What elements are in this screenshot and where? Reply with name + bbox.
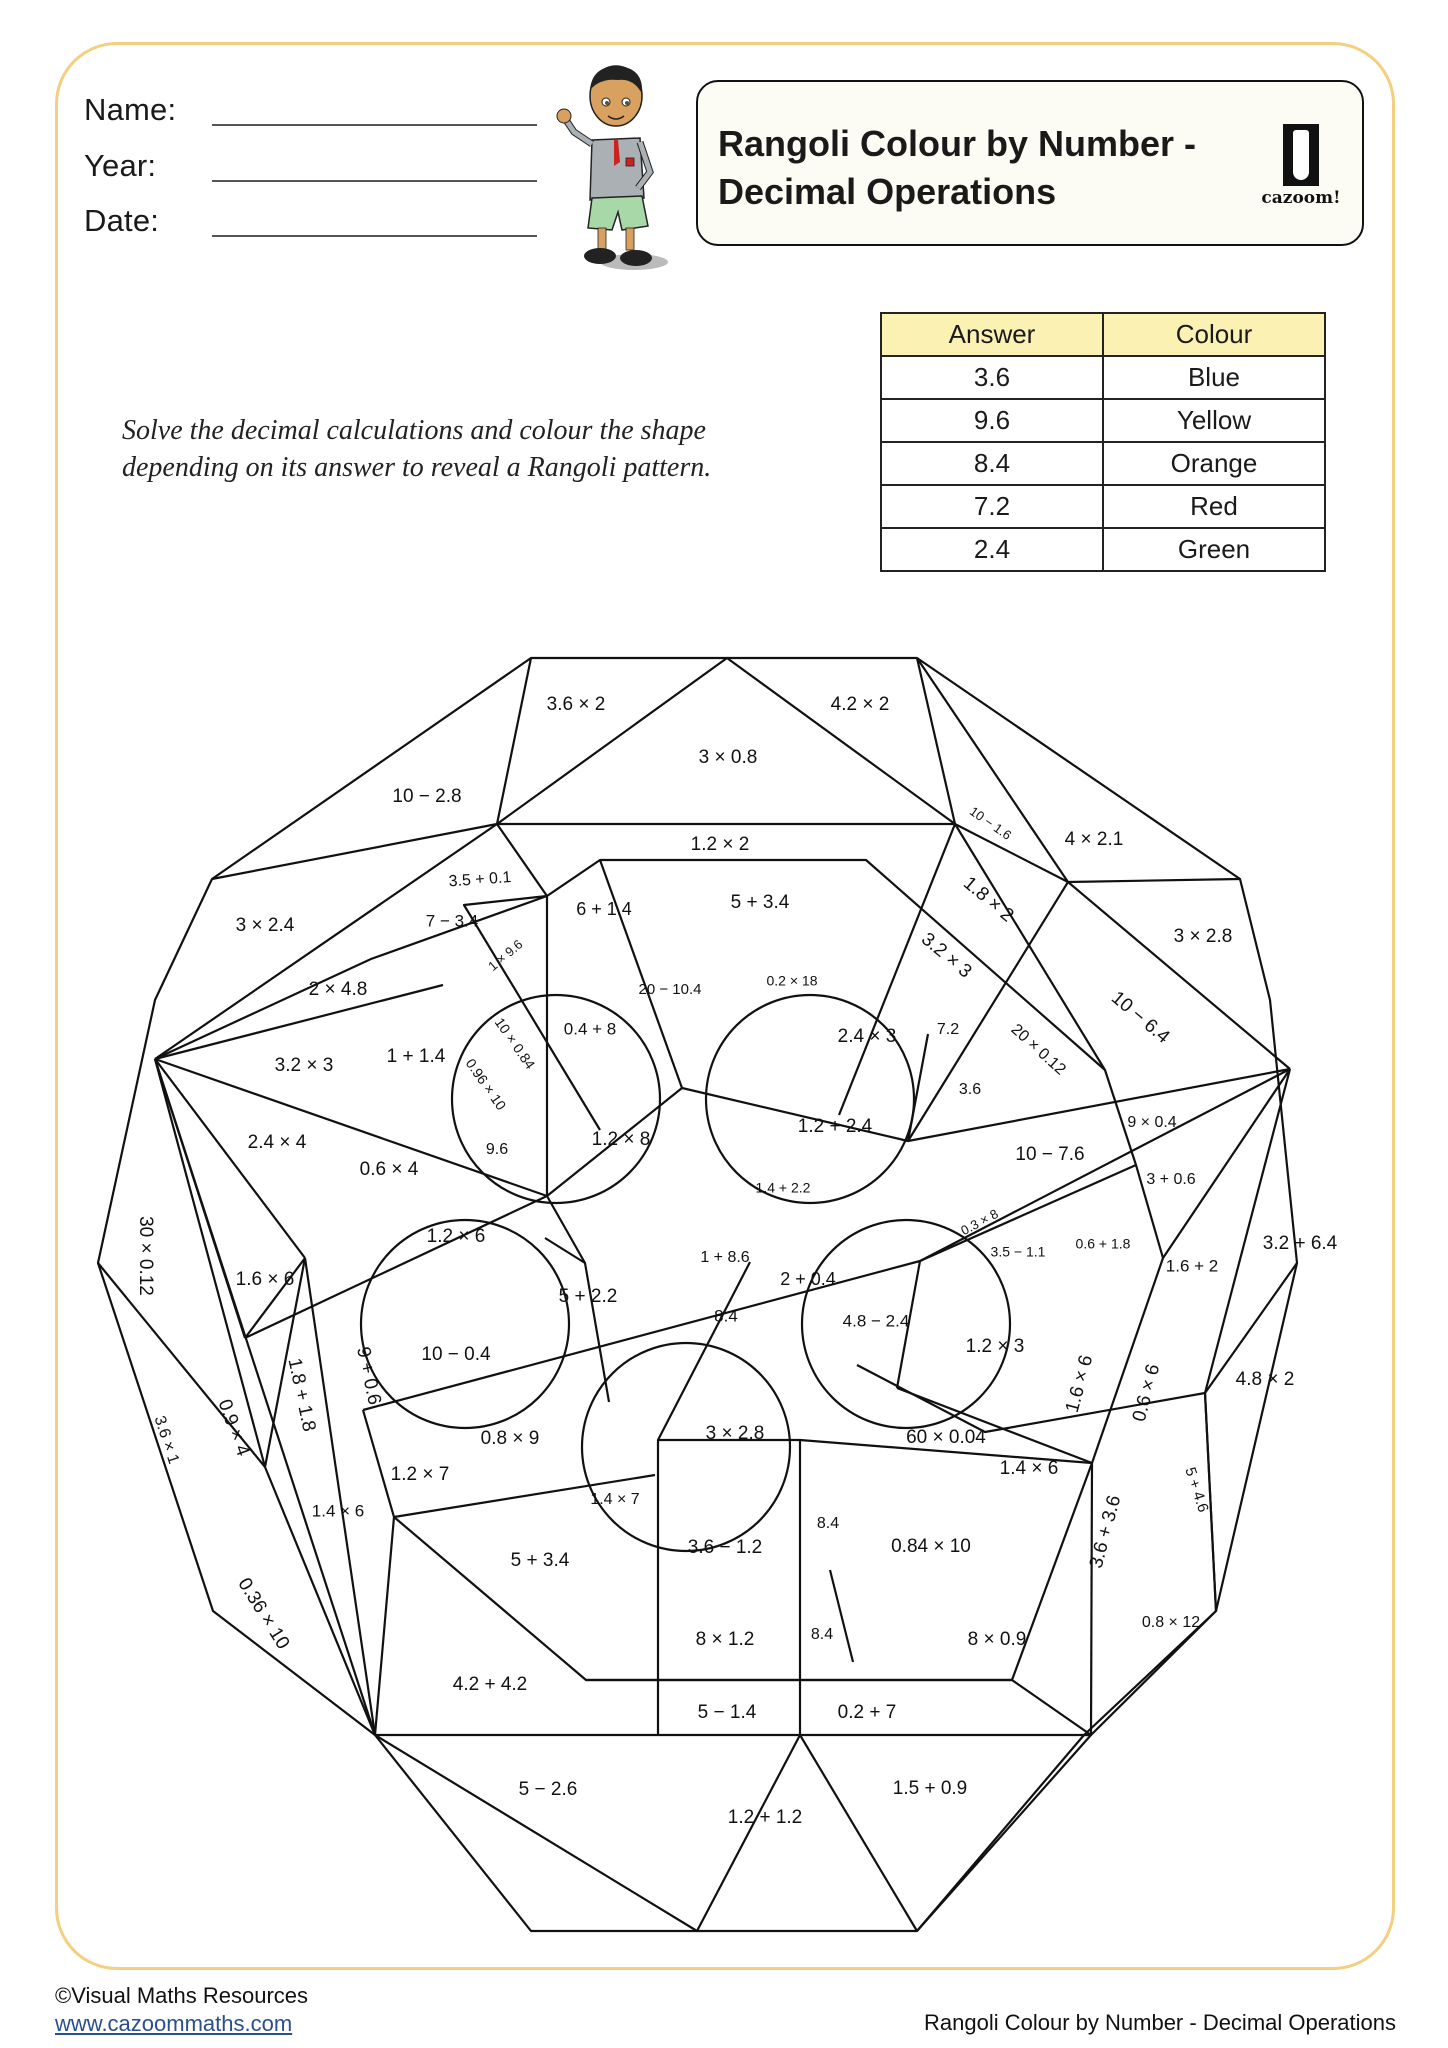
key-colour: Green — [1103, 528, 1325, 571]
region-calculation-label: 0.6 × 6 — [1128, 1361, 1165, 1424]
name-label: Name: — [84, 92, 177, 127]
region-calculation-label: 5 + 3.4 — [510, 1550, 570, 1572]
region-calculation-label: 0.8 × 9 — [480, 1428, 540, 1450]
region-calculation-label: 10 − 7.6 — [1015, 1144, 1085, 1166]
key-answer: 7.2 — [881, 485, 1103, 528]
region-calculation-label: 3.6 — [958, 1081, 982, 1099]
region-calculation-label: 1.4 × 6 — [999, 1458, 1059, 1480]
region-calculation-label: 0.4 + 8 — [563, 1019, 617, 1039]
region-calculation-label: 3 × 2.8 — [705, 1423, 765, 1445]
region-calculation-label: 1.2 + 1.2 — [727, 1807, 803, 1829]
region-calculation-label: 4.2 + 4.2 — [452, 1674, 528, 1696]
cazoom-logo-text: cazoom! — [1261, 188, 1341, 208]
region-calculation-label: 1.8 + 1.8 — [283, 1356, 320, 1434]
region-calculation-label: 8 × 0.9 — [967, 1629, 1027, 1651]
footer-doc-title: Rangoli Colour by Number - Decimal Operations — [924, 2010, 1396, 2035]
region-calculation-label: 9.6 — [485, 1141, 509, 1159]
region-calculation-label: 5 + 2.2 — [558, 1286, 618, 1308]
footer-left — [55, 1982, 308, 2038]
region-calculation-label: 9 × 0.4 — [1127, 1114, 1177, 1132]
region-calculation-label: 0.6 × 4 — [359, 1159, 419, 1181]
region-calculation-label: 0.2 × 18 — [766, 972, 818, 989]
region-calculation-label: 3 × 0.8 — [698, 747, 758, 769]
title-line-1: Rangoli Colour by Number - — [718, 123, 1197, 164]
region-calculation-label: 0.36 × 10 — [233, 1574, 294, 1654]
region-calculation-label: 1.6 + 2 — [1165, 1256, 1219, 1276]
region-calculation-label: 3.6 × 2 — [546, 694, 606, 716]
region-calculation-label: 8.4 — [810, 1626, 834, 1644]
region-calculation-label: 1.5 + 0.9 — [892, 1778, 968, 1800]
region-calculation-label: 20 × 0.12 — [1007, 1021, 1069, 1079]
region-calculation-label: 0.2 + 7 — [837, 1702, 897, 1724]
region-calculation-label: 1.2 × 7 — [390, 1464, 450, 1486]
region-calculation-label: 0.6 + 1.8 — [1075, 1235, 1131, 1252]
instructions-line-1: Solve the decimal calculations and colour the shape — [122, 415, 706, 446]
region-calculation-label: 8 × 1.2 — [695, 1629, 755, 1651]
region-calculation-label: 1.2 × 6 — [426, 1226, 486, 1248]
region-calculation-label: 4.2 × 2 — [830, 694, 890, 716]
region-calculation-label: 1.6 × 6 — [235, 1269, 295, 1291]
region-calculation-label: 60 × 0.04 — [906, 1427, 986, 1449]
key-answer: 8.4 — [881, 442, 1103, 485]
region-calculation-label: 5 − 1.4 — [697, 1702, 757, 1724]
region-calculation-label: 30 × 0.12 — [134, 1216, 156, 1296]
region-calculation-label: 3.5 − 1.1 — [990, 1243, 1046, 1260]
key-answer: 2.4 — [881, 528, 1103, 571]
region-calculation-label: 1 × 9.6 — [485, 936, 526, 974]
region-calculation-label: 3.2 × 3 — [274, 1055, 334, 1077]
region-calculation-label: 4 × 2.1 — [1064, 829, 1124, 851]
region-calculation-label: 20 − 10.4 — [638, 980, 702, 998]
key-header-colour: Colour — [1103, 313, 1325, 356]
region-calculation-label: 7 − 3.4 — [425, 911, 479, 931]
region-calculation-label: 1 + 1.4 — [386, 1046, 446, 1068]
region-calculation-label: 0.9 × 4 — [213, 1396, 254, 1459]
region-calculation-label: 10 − 6.4 — [1107, 987, 1174, 1048]
region-calculation-label: 10 − 2.8 — [392, 786, 462, 808]
key-colour: Blue — [1103, 356, 1325, 399]
region-calculation-label: 3.2 × 3 — [917, 928, 976, 983]
region-calculation-label: 1.4 + 2.2 — [755, 1179, 811, 1196]
region-calculation-label: 3 × 2.8 — [1173, 926, 1233, 948]
region-calculation-label: 1 + 8.6 — [700, 1249, 750, 1267]
region-calculation-label: 2.4 × 4 — [247, 1132, 307, 1154]
copyright-text: ©Visual Maths Resources — [55, 1983, 309, 2008]
key-colour: Red — [1103, 485, 1325, 528]
key-header-answer: Answer — [881, 313, 1103, 356]
region-calculation-label: 1.4 × 6 — [311, 1501, 365, 1521]
region-calculation-label: 3.5 + 0.1 — [448, 869, 512, 891]
region-calculation-label: 5 + 4.6 — [1181, 1465, 1212, 1515]
region-calculation-label: 10 − 0.4 — [421, 1344, 491, 1366]
region-calculation-label: 2 × 4.8 — [308, 979, 368, 1001]
region-calculation-label: 5 + 3.4 — [730, 892, 790, 914]
key-answer: 9.6 — [881, 399, 1103, 442]
region-calculation-label: 10 × 0.84 — [491, 1014, 539, 1072]
region-calculation-label: 3 + 0.6 — [1146, 1171, 1196, 1189]
region-calculation-label: 1.2 × 3 — [965, 1336, 1025, 1358]
key-answer: 3.6 — [881, 356, 1103, 399]
region-calculation-label: 3.6 + 3.6 — [1085, 1493, 1126, 1571]
region-calculation-label: 1.6 × 6 — [1061, 1352, 1098, 1415]
region-calculation-label: 0.96 × 10 — [462, 1055, 510, 1113]
key-colour: Orange — [1103, 442, 1325, 485]
region-calculation-label: 2 + 0.4 — [780, 1268, 836, 1289]
date-label: Date: — [84, 203, 160, 238]
region-calculation-label: 1.2 × 8 — [591, 1129, 651, 1151]
region-calculation-label: 0.3 × 8 — [958, 1206, 1001, 1239]
region-calculation-label: 9 + 0.6 — [352, 1345, 385, 1407]
region-calculation-label: 5 − 2.6 — [518, 1779, 578, 1801]
region-calculation-label: 4.8 × 2 — [1235, 1369, 1295, 1391]
region-calculation-label: 3 × 2.4 — [235, 915, 295, 937]
region-calculation-label: 3.6 − 1.2 — [687, 1537, 763, 1559]
region-calculation-label: 1.4 × 7 — [590, 1491, 640, 1509]
region-calculation-label: 8.4 — [714, 1306, 738, 1326]
region-calculation-label: 3.6 × 1 — [150, 1413, 182, 1467]
region-calculation-label: 1.8 × 2 — [959, 872, 1018, 927]
region-calculation-label: 1.2 × 2 — [690, 834, 750, 856]
region-calculation-label: 10 − 1.6 — [966, 803, 1015, 843]
key-colour: Yellow — [1103, 399, 1325, 442]
website-link[interactable]: www.cazoommaths.com — [55, 2011, 293, 2036]
region-calculation-label: 6 + 1.4 — [576, 898, 632, 919]
region-calculation-label: 3.2 + 6.4 — [1262, 1233, 1338, 1255]
region-calculation-label: 7.2 — [936, 1021, 960, 1039]
region-calculation-label: 8.4 — [816, 1515, 840, 1533]
region-calculation-label: 4.8 − 2.4 — [842, 1311, 910, 1331]
region-calculation-label: 1.2 + 2.4 — [797, 1116, 873, 1138]
calculation-labels — [135, 694, 1338, 1828]
instructions-line-2: depending on its answer to reveal a Rangoli pattern. — [122, 452, 712, 483]
region-calculation-label: 0.8 × 12 — [1141, 1614, 1201, 1632]
region-calculation-label: 2.4 × 3 — [837, 1026, 897, 1048]
title-line-2: Decimal Operations — [718, 171, 1057, 212]
region-calculation-label: 0.84 × 10 — [891, 1536, 971, 1558]
year-label: Year: — [84, 148, 157, 183]
